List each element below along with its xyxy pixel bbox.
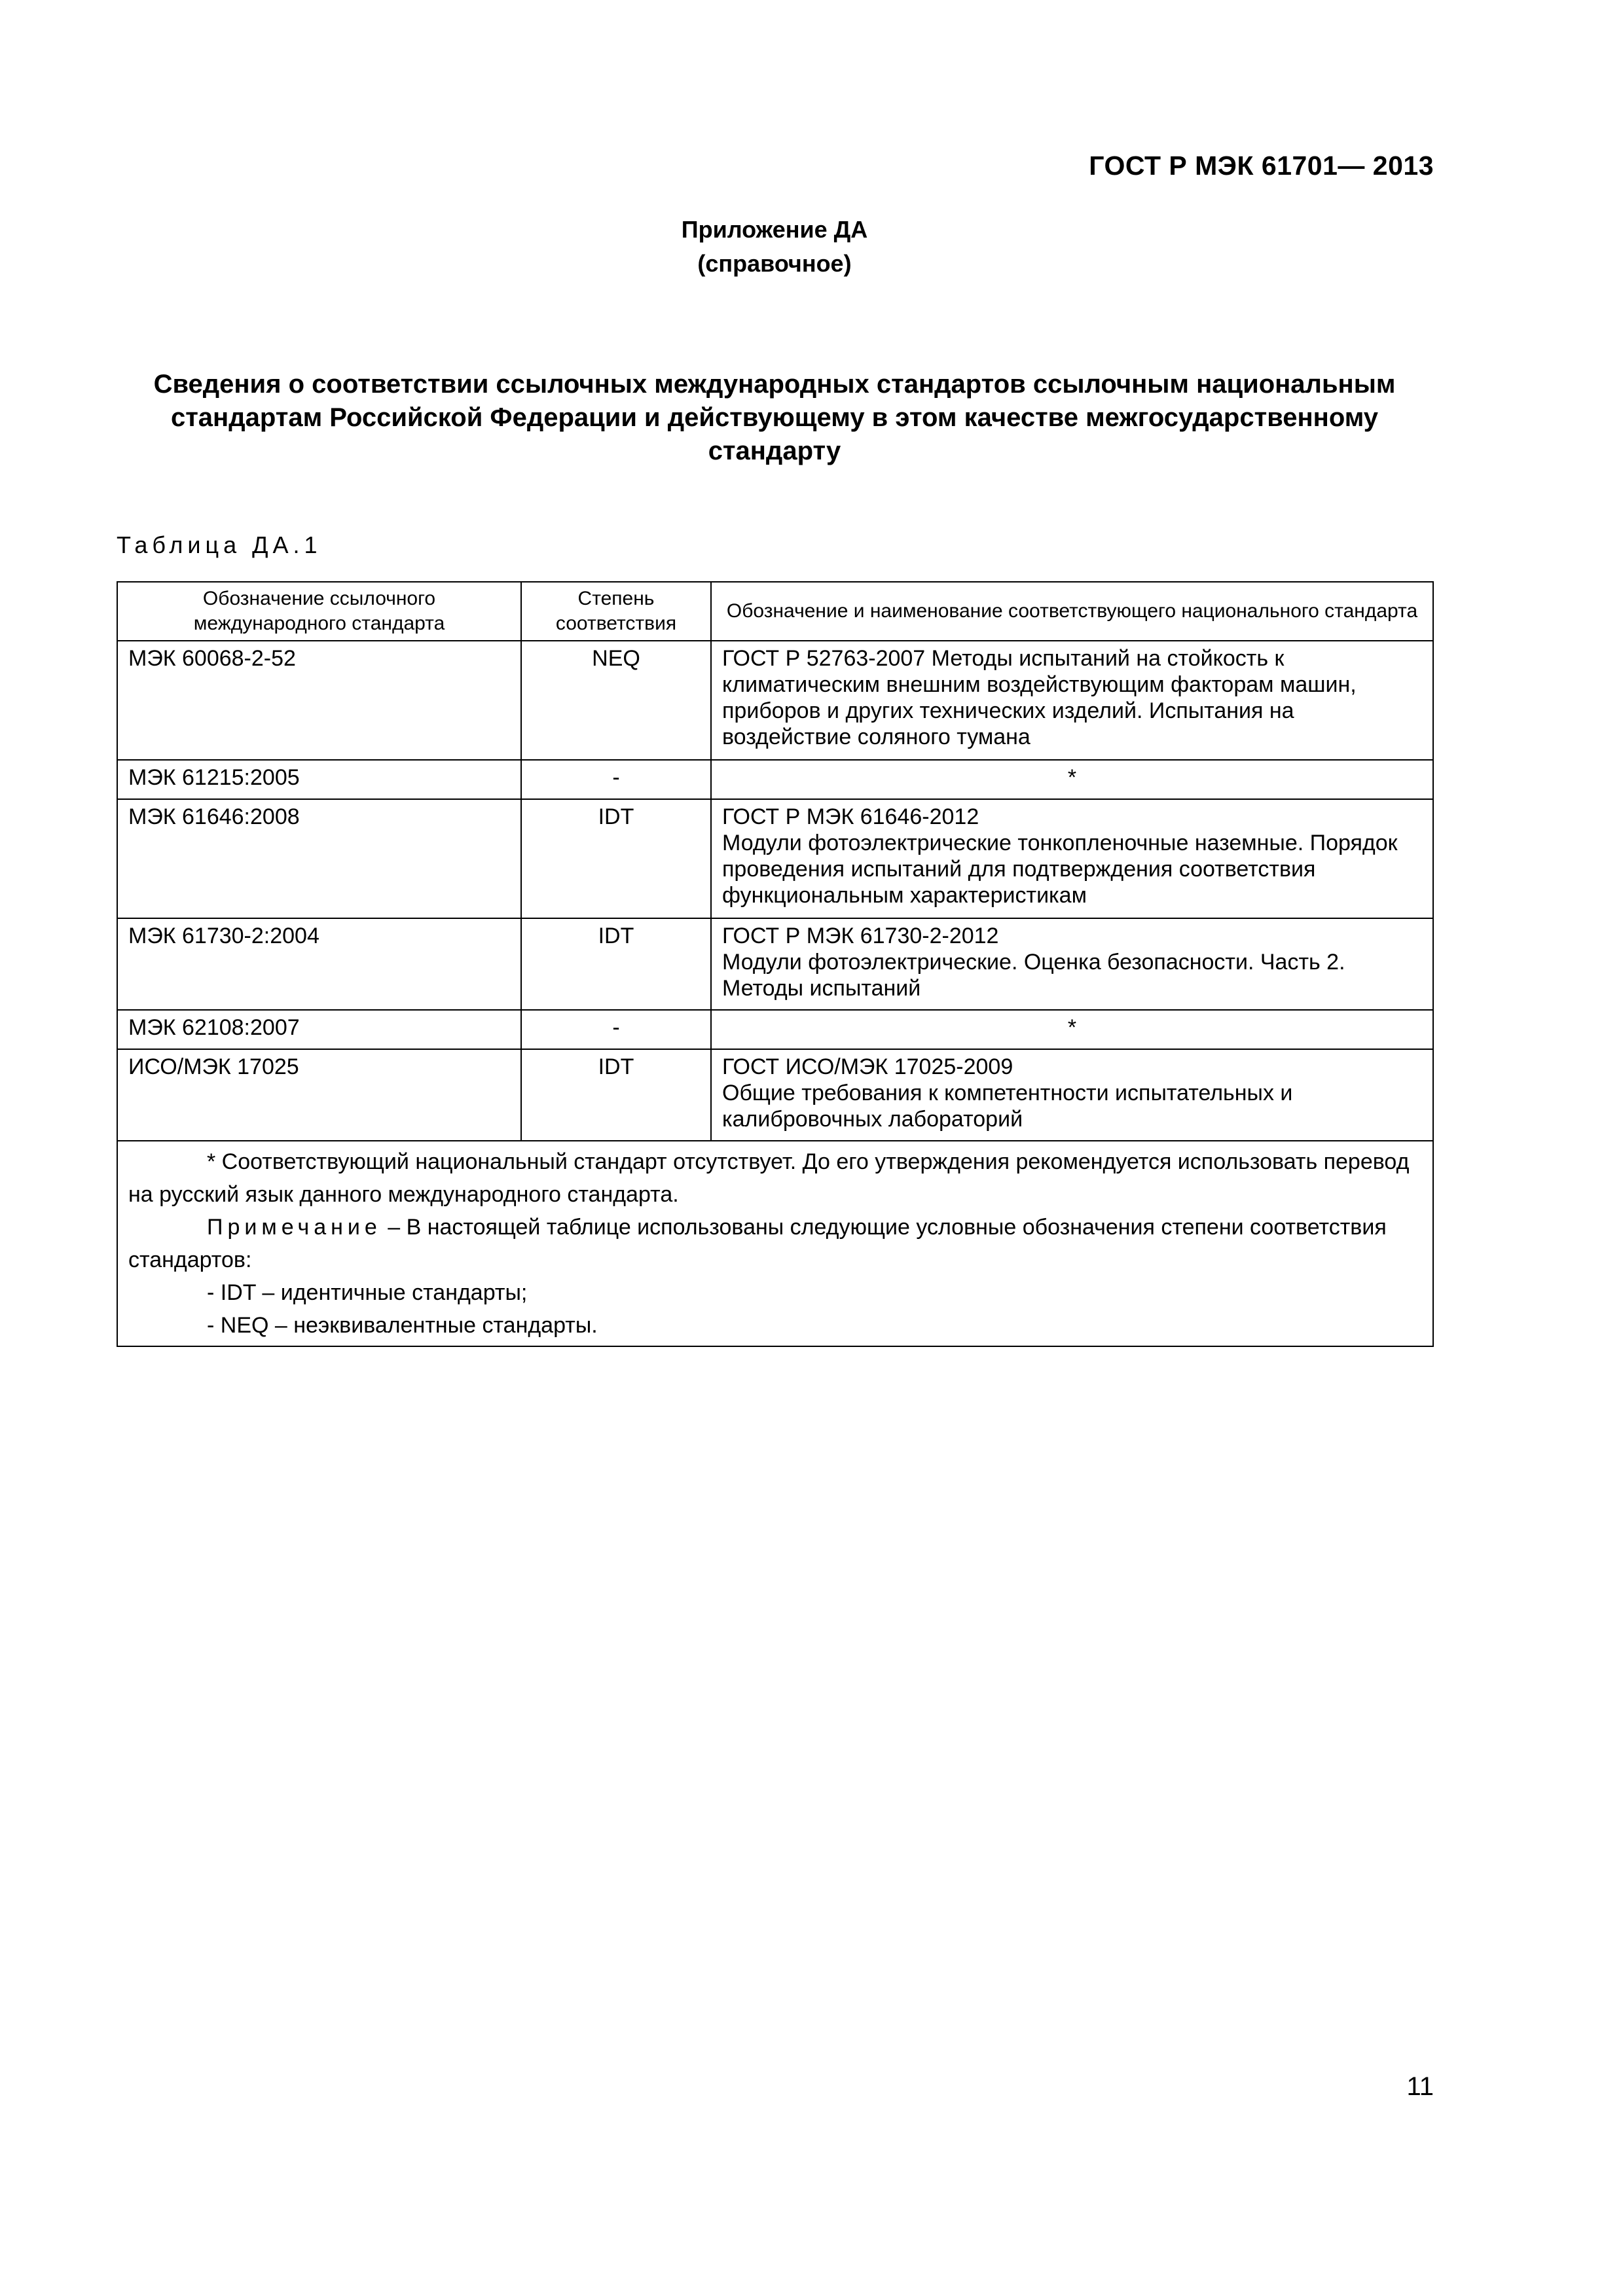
cell-degree: IDT bbox=[521, 1049, 711, 1141]
national-standard-code: ГОСТ ИСО/МЭК 17025-2009 bbox=[722, 1054, 1013, 1079]
cell-intl-standard: МЭК 62108:2007 bbox=[117, 1010, 521, 1049]
table-notes-row bbox=[117, 1141, 1433, 1346]
cell-intl-standard: МЭК 61646:2008 bbox=[117, 799, 521, 918]
cell-degree: - bbox=[521, 1010, 711, 1049]
footnote: * Соответствующий национальный стандарт отсутствует. До его утверждения рекомендуется использовать перевод на русский язык данного международного стандарта. bbox=[128, 1149, 1410, 1207]
national-standard-title: Общие требования к компетентности испытательных и калибровочных лабораторий bbox=[722, 1081, 1293, 1132]
standards-table bbox=[117, 581, 1434, 1347]
cell-degree: IDT bbox=[521, 918, 711, 1010]
table-row bbox=[117, 1010, 1433, 1049]
cell-national-standard: * bbox=[711, 1010, 1433, 1049]
cell-national-standard: ГОСТ Р 52763-2007 Методы испытаний на стойкость к климатическим внешним воздействующим факторам машин, приборов и других технических изделий. Испытания на воздействие соляного тумана bbox=[711, 641, 1433, 760]
cell-intl-standard: МЭК 61730-2:2004 bbox=[117, 918, 521, 1010]
table-row bbox=[117, 641, 1433, 760]
table-row bbox=[117, 799, 1433, 918]
table-row bbox=[117, 1049, 1433, 1141]
cell-national-standard bbox=[711, 799, 1433, 918]
cell-intl-standard: МЭК 61215:2005 bbox=[117, 760, 521, 799]
table-notes bbox=[117, 1141, 1433, 1346]
national-standard-title: Модули фотоэлектрические тонкопленочные наземные. Порядок проведения испытаний для подтверждения соответствия функциональным характеристикам bbox=[722, 831, 1398, 908]
appendix-type: (справочное) bbox=[697, 250, 852, 277]
header-degree: Степень соответствия bbox=[521, 582, 711, 641]
cell-degree: IDT bbox=[521, 799, 711, 918]
appendix-heading bbox=[0, 213, 1549, 281]
cell-degree: NEQ bbox=[521, 641, 711, 760]
table-header-row bbox=[117, 582, 1433, 641]
table-row bbox=[117, 918, 1433, 1010]
header-national-standard: Обозначение и наименование соответствующего национального стандарта bbox=[711, 582, 1433, 641]
page-number: 11 bbox=[1406, 2072, 1434, 2101]
national-standard-code: ГОСТ Р МЭК 61730-2-2012 bbox=[722, 924, 999, 948]
note-label: Примечание bbox=[207, 1215, 382, 1240]
legend-item-idt: - IDT – идентичные стандарты; bbox=[207, 1280, 528, 1305]
national-standard-title: Модули фотоэлектрические. Оценка безопасности. Часть 2. Методы испытаний bbox=[722, 950, 1345, 1001]
national-standard-code: ГОСТ Р МЭК 61646-2012 bbox=[722, 804, 979, 829]
main-title: Сведения о соответствии ссылочных международных стандартов ссылочным национальным стандартам Российской Федерации и действующему в этом качестве межгосударственному стандарту bbox=[153, 370, 1396, 465]
cell-intl-standard: ИСО/МЭК 17025 bbox=[117, 1049, 521, 1141]
appendix-title: Приложение ДА bbox=[681, 216, 868, 243]
cell-national-standard bbox=[711, 1049, 1433, 1141]
legend-item-neq: - NEQ – неэквивалентные стандарты. bbox=[207, 1313, 598, 1338]
table-caption: Таблица ДА.1 bbox=[117, 531, 322, 558]
cell-national-standard bbox=[711, 918, 1433, 1010]
note-text: – В настоящей таблице использованы следующие условные обозначения степени соответствия стандартов: bbox=[128, 1215, 1387, 1272]
note bbox=[128, 1211, 1422, 1276]
cell-degree: - bbox=[521, 760, 711, 799]
cell-national-standard: * bbox=[711, 760, 1433, 799]
document-code: ГОСТ Р МЭК 61701— 2013 bbox=[1089, 151, 1434, 181]
cell-intl-standard: МЭК 60068-2-52 bbox=[117, 641, 521, 760]
table-row bbox=[117, 760, 1433, 799]
header-intl-standard: Обозначение ссылочного международного стандарта bbox=[117, 582, 521, 641]
